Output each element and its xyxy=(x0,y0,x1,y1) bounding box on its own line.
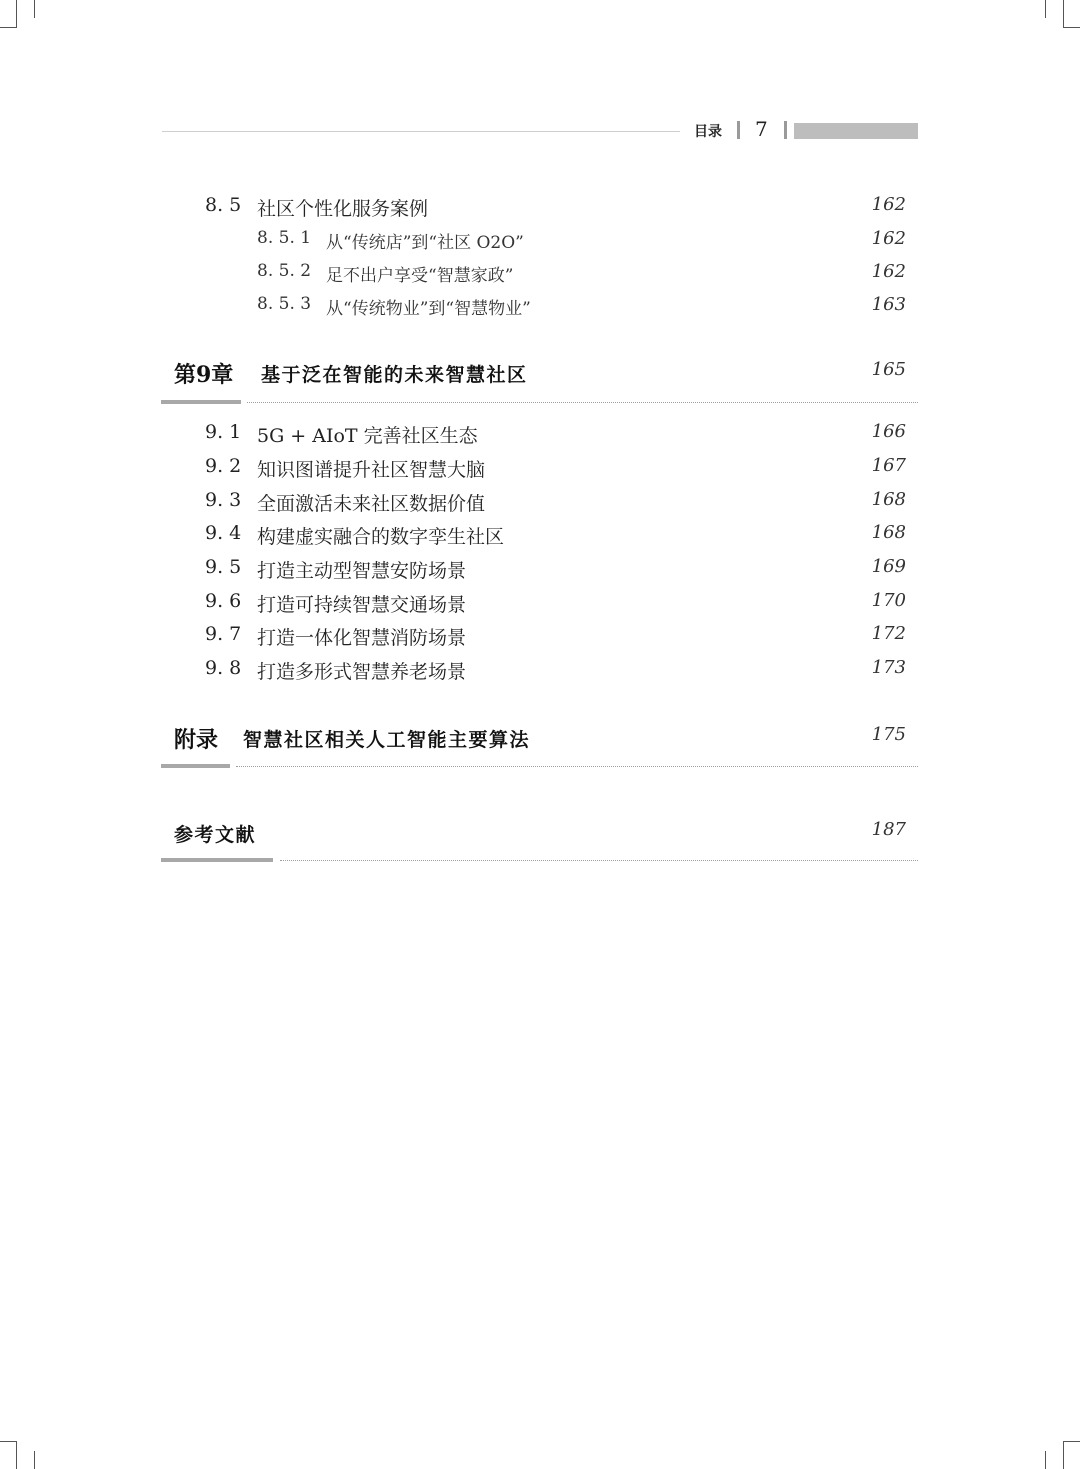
crop-mark xyxy=(1063,1441,1064,1469)
entry-title: 从“传统店”到“社区 O2O” xyxy=(326,233,524,253)
entry-page: 162 xyxy=(871,228,906,249)
toc-entry-8-5-3[interactable] xyxy=(0,294,1080,324)
entry-title: 全面激活未来社区数据价值 xyxy=(257,493,486,515)
entry-title: 社区个性化服务案例 xyxy=(257,198,429,220)
entry-page: 175 xyxy=(871,724,906,745)
entry-number: 9. 6 xyxy=(205,590,242,612)
entry-number: 8. 5. 3 xyxy=(257,294,312,314)
chapter-underline xyxy=(161,400,241,404)
header-block xyxy=(794,123,918,139)
dotted-rule xyxy=(280,860,918,861)
entry-page: 163 xyxy=(871,294,906,315)
entry-page: 172 xyxy=(871,623,906,644)
chapter-title: 参考文献 xyxy=(174,824,257,846)
entry-title: 打造多形式智慧养老场景 xyxy=(257,661,467,683)
header-divider xyxy=(784,121,787,139)
toc-entry-9-2[interactable] xyxy=(0,455,1080,485)
entry-page: 169 xyxy=(871,556,906,577)
entry-title: 打造主动型智慧安防场景 xyxy=(257,560,467,582)
toc-entry-9-1[interactable] xyxy=(0,421,1080,451)
header-rule xyxy=(162,131,680,132)
chapter-title: 智慧社区相关人工智能主要算法 xyxy=(243,729,531,751)
toc-entry-9-5[interactable] xyxy=(0,556,1080,586)
entry-page: 166 xyxy=(871,421,906,442)
entry-number: 9. 3 xyxy=(205,489,242,511)
entry-title: 知识图谱提升社区智慧大脑 xyxy=(257,459,486,481)
chapter-title: 基于泛在智能的未来智慧社区 xyxy=(261,364,528,386)
crop-mark xyxy=(1045,1451,1046,1469)
entry-number: 9. 2 xyxy=(205,455,242,477)
entry-page: 187 xyxy=(871,819,906,840)
entry-page: 170 xyxy=(871,590,906,611)
entry-page: 167 xyxy=(871,455,906,476)
header-page-number: 7 xyxy=(755,117,768,141)
crop-mark xyxy=(1045,0,1046,18)
entry-number: 9. 7 xyxy=(205,623,242,645)
entry-number: 9. 8 xyxy=(205,657,242,679)
entry-page: 168 xyxy=(871,489,906,510)
entry-number: 9. 4 xyxy=(205,522,242,544)
crop-mark xyxy=(1064,1441,1080,1442)
entry-title: 打造一体化智慧消防场景 xyxy=(257,627,467,649)
entry-page: 162 xyxy=(871,194,906,215)
chapter-underline xyxy=(161,764,230,768)
crop-mark xyxy=(0,1441,16,1442)
toc-entry-9-4[interactable] xyxy=(0,522,1080,552)
entry-page: 168 xyxy=(871,522,906,543)
entry-page: 173 xyxy=(871,657,906,678)
crop-mark xyxy=(34,0,35,18)
entry-number: 9. 5 xyxy=(205,556,242,578)
entry-number: 9. 1 xyxy=(205,421,242,443)
crop-mark xyxy=(16,0,17,28)
crop-mark xyxy=(1064,27,1080,28)
entry-page: 162 xyxy=(871,261,906,282)
toc-appendix[interactable] xyxy=(0,723,1080,753)
crop-mark xyxy=(0,27,16,28)
toc-chapter-9[interactable] xyxy=(0,358,1080,388)
crop-mark xyxy=(16,1441,17,1469)
entry-title: 构建虚实融合的数字孪生社区 xyxy=(257,526,505,548)
header-divider xyxy=(737,121,740,139)
toc-entry-8-5-1[interactable] xyxy=(0,228,1080,258)
entry-number: 8. 5 xyxy=(205,194,242,216)
dotted-rule xyxy=(247,402,918,403)
entry-title: 打造可持续智慧交通场景 xyxy=(257,594,467,616)
toc-entry-8-5[interactable] xyxy=(0,194,1080,224)
toc-entry-9-3[interactable] xyxy=(0,489,1080,519)
dotted-rule xyxy=(236,766,918,767)
chapter-underline xyxy=(161,858,273,862)
toc-references[interactable] xyxy=(0,818,1080,848)
entry-number: 8. 5. 2 xyxy=(257,261,312,281)
header-label: 目录 xyxy=(694,124,722,140)
entry-page: 165 xyxy=(871,359,906,380)
chapter-number: 附录 xyxy=(174,727,219,753)
toc-entry-9-6[interactable] xyxy=(0,590,1080,620)
toc-entry-8-5-2[interactable] xyxy=(0,261,1080,291)
toc-entry-9-8[interactable] xyxy=(0,657,1080,687)
entry-title: 从“传统物业”到“智慧物业” xyxy=(326,299,531,319)
crop-mark xyxy=(1063,0,1064,28)
toc-entry-9-7[interactable] xyxy=(0,623,1080,653)
chapter-number: 第9章 xyxy=(174,362,234,388)
entry-number: 8. 5. 1 xyxy=(257,228,312,248)
entry-title: 足不出户享受“智慧家政” xyxy=(326,266,514,286)
crop-mark xyxy=(34,1451,35,1469)
entry-title: 5G + AIoT 完善社区生态 xyxy=(257,425,478,447)
